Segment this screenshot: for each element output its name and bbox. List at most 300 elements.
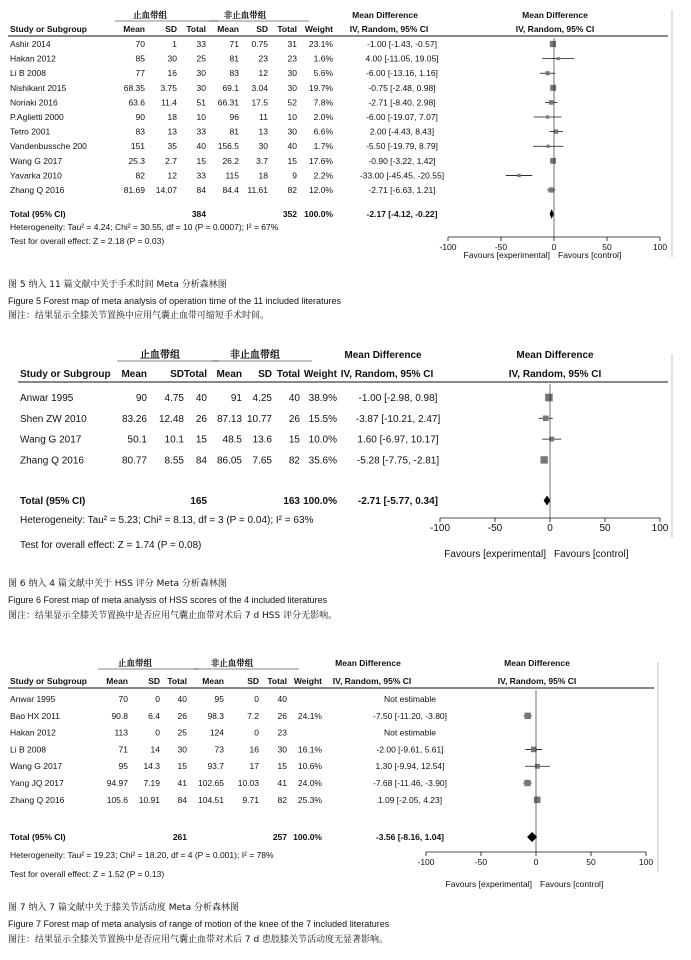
study-ci: -0.90 [-3.22, 1.42]: [368, 155, 436, 166]
favours-right-label: Favours [control]: [540, 879, 604, 889]
x-tick-label: -100: [439, 242, 457, 252]
study-sd1: 16: [167, 68, 177, 79]
x-tick-label: 100: [651, 523, 669, 534]
x-tick-label: 50: [602, 242, 612, 252]
forest-mean-difference-header: Mean Difference: [516, 350, 594, 361]
study-n2: 9: [292, 170, 297, 181]
study-name: Anwar 1995: [10, 694, 56, 704]
study-name: Vandenbussche 200: [10, 141, 87, 152]
study-sd2: 17: [249, 761, 259, 772]
study-name: Anwar 1995: [20, 393, 74, 404]
study-m2: 86.05: [216, 455, 242, 467]
favours-left-label: Favours [experimental]: [444, 549, 546, 560]
forest-method-header: IV, Random, 95% CI: [508, 369, 602, 380]
study-sd1: 11.4: [161, 97, 177, 108]
total-weight: 100.0%: [303, 496, 337, 507]
column-header-5: SD: [256, 24, 268, 34]
study-weight: 5.6%: [313, 68, 333, 79]
study-ci: 1.60 [-6.97, 10.17]: [357, 434, 439, 446]
study-weight: 7.8%: [313, 97, 333, 108]
study-sd2: 9.71: [242, 794, 259, 805]
figure-5-caption-en: Figure 5 Forest map of meta analysis of operation time of the 11 included literatures: [8, 296, 342, 306]
study-m2: 81: [229, 53, 239, 64]
column-header-2: SD: [165, 24, 177, 34]
overall-effect-text: Test for overall effect: Z = 1.74 (P = 0.08): [20, 540, 202, 551]
study-n1: 33: [196, 126, 206, 137]
study-weight: 10.0%: [308, 434, 337, 446]
study-sd2: 17.5: [251, 97, 268, 108]
study-name: Ashir 2014: [10, 39, 51, 49]
study-weight: 19.7%: [308, 82, 333, 93]
x-tick-label: 0: [547, 523, 553, 534]
total-n1: 165: [190, 496, 207, 507]
study-effect-square: [546, 115, 549, 118]
favours-left-label: Favours [experimental]: [463, 250, 550, 260]
total-n2: 257: [272, 832, 287, 842]
column-header-8: IV, Random, 95% CI: [332, 676, 412, 686]
study-name: Zhang Q 2016: [10, 185, 65, 195]
study-ci: -7.68 [-11.46, -3.90]: [372, 778, 448, 788]
study-sd1: 12.48: [158, 413, 184, 425]
study-ci: -3.87 [-10.21, 2.47]: [355, 413, 441, 425]
study-n1: 15: [196, 155, 206, 166]
column-header-0: Study or Subgroup: [20, 369, 111, 380]
study-n2: 40: [287, 141, 297, 152]
study-m2: 98.3: [207, 710, 224, 721]
study-n1: 15: [177, 761, 187, 772]
group-header-tourniquet: 止血带组: [117, 659, 153, 669]
favours-right-label: Favours [control]: [558, 250, 622, 260]
forest-plot-fig6: [0, 340, 691, 580]
total-n2: 163: [283, 496, 300, 507]
favours-left-label: Favours [experimental]: [445, 879, 532, 889]
forest-plot-fig5: [0, 0, 691, 278]
study-m2: 87.13: [216, 413, 242, 425]
x-tick-label: 100: [638, 857, 654, 867]
column-header-8: IV, Random, 95% CI: [340, 369, 434, 380]
study-effect-square: [554, 129, 558, 133]
study-sd2: 10.77: [246, 413, 272, 425]
study-effect-square: [545, 394, 553, 402]
study-sd2: 7.2: [247, 710, 259, 721]
study-weight: 6.6%: [313, 126, 333, 137]
heterogeneity-text: Heterogeneity: Tau² = 5.23; Chi² = 8.13, df = 3 (P = 0.04); I² = 63%: [20, 515, 314, 526]
study-name: Zhang Q 2016: [20, 455, 84, 467]
study-sd1: 1: [172, 39, 177, 49]
x-tick-label: 0: [533, 857, 539, 867]
heterogeneity-text: Heterogeneity: Tau² = 4.24; Chi² = 30.55, df = 10 (P = 0.0007); I² = 67%: [10, 222, 279, 232]
study-effect-square: [525, 713, 531, 719]
study-n2: 30: [287, 68, 297, 79]
figure-7-caption-zh: 图 7 纳入 7 篇文献中关于膝关节活动度 Meta 分析森林图: [8, 903, 239, 913]
study-m2: 73: [214, 744, 224, 755]
group-header-tourniquet: 止血带组: [132, 11, 168, 21]
column-header-3: Total: [183, 369, 207, 380]
study-m2: 115: [225, 170, 239, 181]
study-sd1: 0: [155, 727, 160, 738]
column-header-3: Total: [186, 24, 206, 34]
column-header-8: IV, Random, 95% CI: [349, 24, 429, 34]
study-n1: 25: [196, 53, 206, 64]
study-sd2: 3.7: [256, 155, 268, 166]
figure-6-caption-en: Figure 6 Forest map of meta analysis of HSS scores of the 4 included literatures: [8, 595, 328, 605]
study-name: Hakan 2012: [10, 727, 56, 738]
study-effect-square: [550, 85, 556, 91]
study-effect-square: [541, 456, 548, 463]
study-m2: 156.5: [217, 141, 239, 152]
study-sd2: 7.65: [252, 455, 272, 467]
figure-7-section: [0, 650, 691, 960]
study-weight: 38.9%: [308, 393, 337, 404]
study-m1: 50.1: [127, 434, 147, 446]
study-m2: 104.51: [198, 794, 224, 805]
column-header-0: Study or Subgroup: [10, 676, 87, 686]
study-effect-square: [546, 71, 550, 75]
study-name: Wang G 2017: [10, 155, 63, 166]
column-header-2: SD: [170, 369, 184, 380]
study-n1: 26: [195, 413, 207, 425]
total-ci: -2.71 [-5.77, 0.34]: [357, 496, 439, 507]
study-sd1: 8.55: [164, 455, 184, 467]
group-header-no-tourniquet: 非止血带组: [210, 659, 254, 669]
x-tick-label: -100: [417, 857, 435, 867]
study-sd2: 12: [258, 68, 268, 79]
study-m2: 81: [229, 126, 239, 137]
study-n2: 41: [277, 778, 287, 788]
study-m2: 84.4: [222, 185, 239, 195]
figure-5-section: [0, 0, 691, 335]
study-m1: 90: [135, 112, 145, 122]
study-weight: 12.0%: [308, 185, 333, 195]
study-effect-square: [517, 174, 520, 177]
study-ci: 1.09 [-2.05, 4.23]: [377, 794, 443, 805]
study-m1: 63.6: [128, 97, 145, 108]
study-n1: 30: [196, 68, 206, 79]
mean-difference-header: Mean Difference: [335, 658, 401, 668]
heterogeneity-text: Heterogeneity: Tau² = 19.23; Chi² = 18.20, df = 4 (P = 0.001); I² = 78%: [10, 850, 274, 860]
column-header-5: SD: [258, 369, 272, 380]
study-sd2: 3.04: [251, 82, 268, 93]
study-effect-square: [550, 41, 556, 47]
study-n1: 33: [196, 39, 206, 49]
study-m1: 113: [114, 727, 128, 738]
study-n2: 23: [277, 727, 287, 738]
total-label: Total (95% CI): [10, 209, 66, 219]
study-sd1: 7.19: [143, 778, 160, 788]
column-header-4: Mean: [202, 676, 224, 686]
mean-difference-header: Mean Difference: [352, 10, 418, 20]
study-sd1: 10.91: [138, 794, 160, 805]
study-name: Bao HX 2011: [10, 710, 60, 721]
study-n2: 31: [287, 39, 297, 49]
figure-6-note: 图注：结果显示全膝关节置换中是否应用气囊止血带对术后 7 d HSS 评分无影响。: [8, 611, 338, 621]
total-label: Total (95% CI): [20, 496, 86, 507]
column-header-4: Mean: [217, 24, 239, 34]
study-name: Wang G 2017: [10, 761, 63, 772]
study-ci: -6.00 [-13.16, 1.16]: [366, 68, 438, 79]
study-n1: 84: [177, 794, 187, 805]
study-sd2: 13: [258, 126, 268, 137]
study-m1: 151: [130, 141, 145, 152]
study-name: Li B 2008: [10, 744, 46, 755]
study-m1: 90.8: [111, 710, 128, 721]
study-ci: -1.00 [-1.43, -0.57]: [367, 39, 437, 49]
column-header-7: Weight: [304, 24, 333, 34]
study-effect-square: [524, 780, 530, 786]
study-m1: 83.26: [121, 413, 147, 425]
study-sd2: 16: [249, 744, 259, 755]
study-weight: 16.1%: [297, 744, 322, 755]
figure-6-section: [0, 340, 691, 640]
total-ci: -3.56 [-8.16, 1.04]: [375, 832, 445, 842]
study-sd2: 13.6: [252, 434, 272, 446]
study-m2: 48.5: [222, 434, 242, 446]
study-weight: 1.7%: [313, 141, 333, 152]
study-sd2: 11.61: [247, 185, 268, 195]
study-m2: 96: [229, 112, 239, 122]
study-m2: 102.65: [198, 778, 224, 788]
overall-effect-text: Test for overall effect: Z = 2.18 (P = 0.03): [10, 236, 165, 246]
figure-7-note: 图注：结果显示全膝关节置换中是否应用气囊止血带对术后 7 d 患肢膝关节活动度无显著影响。: [8, 935, 389, 945]
study-sd2: 23: [258, 53, 268, 64]
x-tick-label: 0: [551, 242, 557, 252]
study-effect-square: [547, 145, 550, 148]
study-m1: 68.35: [123, 82, 145, 93]
study-effect-square: [534, 797, 541, 804]
column-header-3: Total: [167, 676, 187, 686]
study-effect-square: [549, 100, 554, 105]
column-header-1: Mean: [121, 369, 147, 380]
study-effect-square: [557, 57, 560, 60]
study-name: Yang JQ 2017: [10, 778, 64, 788]
study-name: Noriaki 2016: [10, 97, 58, 108]
study-weight: 1.6%: [313, 53, 333, 64]
study-sd2: 30: [258, 141, 268, 152]
study-ci: -5.28 [-7.75, -2.81]: [356, 455, 440, 467]
study-m1: 71: [118, 744, 128, 755]
column-header-5: SD: [247, 676, 259, 686]
total-diamond: [544, 496, 551, 506]
forest-plot-fig7: [0, 650, 691, 898]
study-m1: 105.6: [106, 794, 128, 805]
study-name: Nishikant 2015: [10, 82, 67, 93]
column-header-6: Total: [277, 24, 297, 34]
study-m1: 70: [135, 39, 145, 49]
study-ci: -7.50 [-11.20, -3.80]: [372, 710, 448, 721]
study-ci: 2.00 [-4.43, 8.43]: [369, 126, 435, 137]
study-m2: 66.31: [217, 97, 239, 108]
column-header-1: Mean: [123, 24, 145, 34]
study-ci: -6.00 [-19.07, 7.07]: [366, 112, 438, 122]
study-ci: Not estimable: [384, 694, 436, 704]
study-m1: 80.77: [121, 455, 147, 467]
study-effect-square: [549, 187, 554, 192]
study-n2: 30: [287, 126, 297, 137]
study-m2: 124: [209, 727, 224, 738]
study-n1: 84: [196, 185, 206, 195]
study-m1: 94.97: [106, 778, 128, 788]
study-weight: 24.0%: [297, 778, 322, 788]
figure-5-note: 图注：结果显示全膝关节置换中应用气囊止血带可缩短手术时间。: [8, 311, 270, 321]
column-header-7: Weight: [293, 676, 322, 686]
study-ci: -1.00 [-2.98, 0.98]: [358, 393, 438, 404]
study-n1: 40: [196, 141, 206, 152]
study-n2: 82: [287, 185, 297, 195]
study-name: Wang G 2017: [20, 434, 82, 446]
study-weight: 25.3%: [297, 794, 322, 805]
forest-mean-difference-header: Mean Difference: [522, 10, 588, 20]
study-sd1: 14.07: [155, 185, 177, 195]
study-sd1: 2.7: [165, 155, 177, 166]
total-diamond: [527, 832, 537, 842]
total-n2: 352: [282, 209, 297, 219]
total-weight: 100.0%: [293, 832, 322, 842]
study-m1: 77: [135, 68, 145, 79]
study-m1: 90: [135, 393, 147, 404]
study-m2: 95: [214, 694, 224, 704]
study-weight: 2.2%: [313, 170, 333, 181]
study-sd1: 13: [167, 126, 177, 137]
study-n1: 30: [177, 744, 187, 755]
column-header-6: Total: [276, 369, 300, 380]
study-m2: 91: [230, 393, 242, 404]
study-sd2: 0: [254, 694, 259, 704]
total-ci: -2.17 [-4.12, -0.22]: [366, 209, 438, 219]
study-sd2: 4.25: [252, 393, 272, 404]
study-sd1: 10.1: [164, 434, 184, 446]
forest-method-header: IV, Random, 95% CI: [515, 24, 595, 34]
study-weight: 2.0%: [313, 112, 333, 122]
study-ci: -2.71 [-6.63, 1.21]: [368, 185, 436, 195]
study-weight: 35.6%: [308, 455, 337, 467]
study-effect-square: [543, 416, 549, 422]
study-sd1: 14: [150, 744, 160, 755]
study-m1: 95: [118, 761, 128, 772]
x-tick-label: -50: [487, 523, 503, 534]
study-sd1: 4.75: [164, 393, 184, 404]
study-m2: 93.7: [207, 761, 224, 772]
study-name: Shen ZW 2010: [20, 413, 87, 425]
study-n1: 84: [195, 455, 207, 467]
study-n2: 52: [287, 97, 297, 108]
column-header-2: SD: [148, 676, 160, 686]
study-sd2: 18: [258, 170, 268, 181]
study-sd1: 35: [167, 141, 177, 152]
study-name: Zhang Q 2016: [10, 794, 65, 805]
study-weight: 17.6%: [308, 155, 333, 166]
study-m1: 85: [135, 53, 145, 64]
study-ci: -0.75 [-2.48, 0.98]: [368, 82, 436, 93]
study-n1: 51: [196, 97, 206, 108]
group-header-no-tourniquet: 非止血带组: [223, 11, 267, 21]
study-n1: 26: [177, 710, 187, 721]
study-n2: 82: [288, 455, 300, 467]
favours-right-label: Favours [control]: [554, 549, 629, 560]
study-ci: Not estimable: [384, 727, 436, 738]
forest-method-header: IV, Random, 95% CI: [497, 676, 577, 686]
study-n1: 25: [177, 727, 187, 738]
study-n2: 40: [277, 694, 287, 704]
study-m1: 81.69: [123, 185, 145, 195]
study-sd1: 0: [155, 694, 160, 704]
study-weight: 23.1%: [308, 39, 333, 49]
column-header-6: Total: [267, 676, 287, 686]
study-m1: 25.3: [128, 155, 145, 166]
study-sd2: 0.75: [251, 39, 268, 49]
study-ci: -5.50 [-19.79, 8.79]: [366, 141, 438, 152]
study-weight: 10.6%: [297, 761, 322, 772]
column-header-1: Mean: [106, 676, 128, 686]
study-name: P.Aglietti 2000: [10, 112, 64, 122]
total-n1: 261: [172, 832, 187, 842]
study-sd2: 0: [254, 727, 259, 738]
total-weight: 100.0%: [304, 209, 333, 219]
study-n2: 10: [287, 112, 297, 122]
study-weight: 24.1%: [297, 710, 322, 721]
figure-5-caption-zh: 图 5 纳入 11 篇文献中关于手术时间 Meta 分析森林图: [8, 280, 227, 290]
study-m2: 26.2: [222, 155, 239, 166]
mean-difference-header: Mean Difference: [344, 350, 422, 361]
forest-mean-difference-header: Mean Difference: [504, 658, 570, 668]
study-n2: 82: [277, 794, 287, 805]
study-sd1: 12: [167, 170, 177, 181]
study-m2: 71: [229, 39, 239, 49]
study-name: Yavarka 2010: [10, 170, 62, 181]
study-sd1: 18: [167, 112, 177, 122]
study-name: Hakan 2012: [10, 53, 56, 64]
study-sd2: 10.03: [237, 778, 259, 788]
study-ci: 4.00 [-11.05, 19.05]: [365, 53, 439, 64]
study-sd1: 6.4: [148, 710, 160, 721]
overall-effect-text: Test for overall effect: Z = 1.52 (P = 0.13): [10, 869, 165, 879]
study-sd2: 11: [259, 112, 268, 122]
study-n2: 26: [288, 413, 300, 425]
study-sd1: 30: [167, 53, 177, 64]
study-sd1: 14.3: [143, 761, 160, 772]
study-m2: 83: [229, 68, 239, 79]
study-m1: 70: [118, 694, 128, 704]
x-tick-label: -50: [474, 857, 488, 867]
x-tick-label: 50: [599, 523, 611, 534]
x-tick-label: -50: [494, 242, 508, 252]
x-tick-label: 50: [586, 857, 596, 867]
total-n1: 384: [191, 209, 206, 219]
study-sd1: 3.75: [160, 82, 177, 93]
study-effect-square: [550, 158, 556, 164]
study-ci: -33.00 [-45.45, -20.55]: [359, 170, 445, 181]
x-tick-label: 100: [652, 242, 668, 252]
study-n2: 15: [287, 155, 297, 166]
study-n1: 15: [195, 434, 207, 446]
study-ci: -2.00 [-9.61, 5.61]: [376, 744, 444, 755]
study-name: Tetro 2001: [10, 126, 51, 137]
study-m1: 83: [135, 126, 145, 137]
total-diamond: [550, 209, 554, 219]
study-ci: 1.30 [-9.94, 12.54]: [375, 761, 445, 772]
study-ci: -2.71 [-8.40, 2.98]: [368, 97, 436, 108]
group-header-no-tourniquet: 非止血带组: [230, 350, 280, 361]
study-n2: 30: [287, 82, 297, 93]
study-n2: 15: [277, 761, 287, 772]
total-label: Total (95% CI): [10, 832, 66, 842]
study-n2: 30: [277, 744, 287, 755]
column-header-7: Weight: [303, 369, 337, 380]
study-m1: 82: [135, 170, 145, 181]
study-n1: 40: [177, 694, 187, 704]
group-header-tourniquet: 止血带组: [140, 350, 180, 361]
study-n2: 23: [287, 53, 297, 64]
study-name: Li B 2008: [10, 68, 46, 79]
